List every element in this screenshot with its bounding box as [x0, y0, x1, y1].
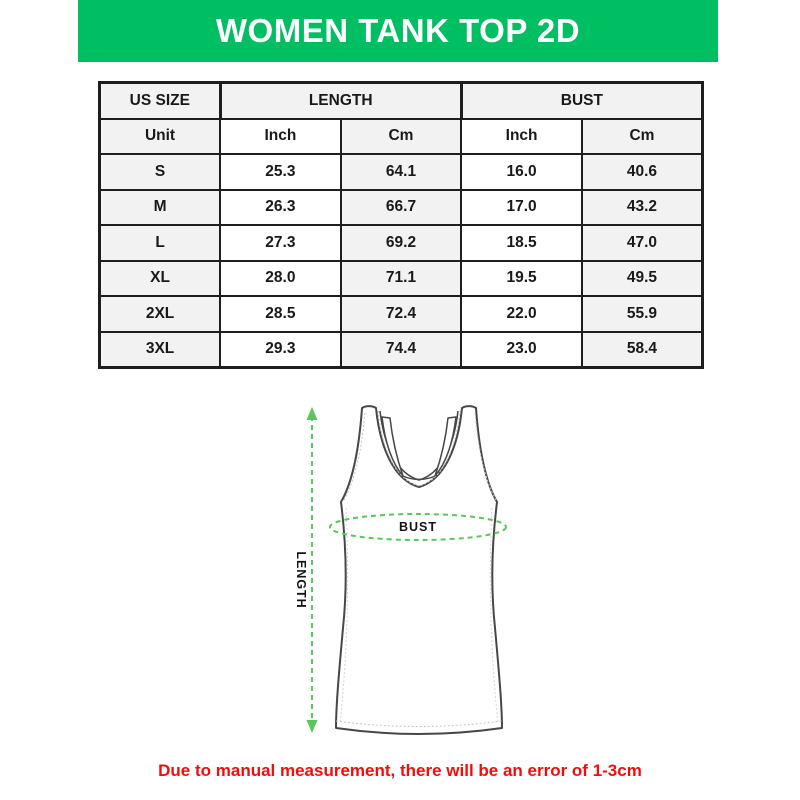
back-panel-edge: [403, 476, 435, 479]
size-cell: S: [100, 154, 221, 190]
table-head: [100, 83, 703, 155]
group-header-cell: BUST: [461, 83, 702, 119]
group-header-cell: LENGTH: [220, 83, 461, 119]
table-row: [100, 296, 703, 332]
length-label: LENGTH: [294, 551, 308, 609]
value-cell: 17.0: [461, 190, 582, 226]
value-cell: 28.0: [220, 261, 341, 297]
bust-label: BUST: [398, 520, 438, 534]
value-cell: 71.1: [341, 261, 462, 297]
size-chart-table: [98, 81, 704, 369]
size-cell: L: [100, 225, 221, 261]
value-cell: 72.4: [341, 296, 462, 332]
table-row: [100, 261, 703, 297]
group-header-cell: US SIZE: [100, 83, 221, 119]
table-body: [100, 154, 703, 368]
unit-header-cell: Inch: [461, 119, 582, 155]
tank-top-diagram: [270, 390, 530, 750]
size-cell: M: [100, 190, 221, 226]
value-cell: 27.3: [220, 225, 341, 261]
table-row: [100, 225, 703, 261]
group-header-row: [100, 83, 703, 119]
value-cell: 18.5: [461, 225, 582, 261]
value-cell: 29.3: [220, 332, 341, 368]
value-cell: 69.2: [341, 225, 462, 261]
unit-header-row: [100, 119, 703, 155]
value-cell: 26.3: [220, 190, 341, 226]
value-cell: 47.0: [582, 225, 703, 261]
value-cell: 22.0: [461, 296, 582, 332]
table-row: [100, 332, 703, 368]
value-cell: 25.3: [220, 154, 341, 190]
value-cell: 40.6: [582, 154, 703, 190]
table-row: [100, 154, 703, 190]
unit-header-cell: Inch: [220, 119, 341, 155]
size-cell: XL: [100, 261, 221, 297]
unit-header-cell: Cm: [582, 119, 703, 155]
value-cell: 58.4: [582, 332, 703, 368]
length-dimension: [294, 407, 318, 733]
tank-body-outline: [336, 406, 502, 734]
unit-header-cell: Cm: [341, 119, 462, 155]
value-cell: 16.0: [461, 154, 582, 190]
value-cell: 55.9: [582, 296, 703, 332]
title-banner: [78, 0, 718, 62]
table-row: [100, 190, 703, 226]
size-cell: 3XL: [100, 332, 221, 368]
measurement-note: Due to manual measurement, there will be an error of 1-3cm: [158, 761, 642, 780]
value-cell: 49.5: [582, 261, 703, 297]
page-title: WOMEN TANK TOP 2D: [215, 12, 581, 49]
value-cell: 28.5: [220, 296, 341, 332]
length-arrow-down-icon: [307, 720, 318, 733]
value-cell: 74.4: [341, 332, 462, 368]
value-cell: 19.5: [461, 261, 582, 297]
tank-top-drawing: [336, 406, 502, 734]
value-cell: 64.1: [341, 154, 462, 190]
length-arrow-up-icon: [307, 407, 318, 420]
value-cell: 43.2: [582, 190, 703, 226]
value-cell: 23.0: [461, 332, 582, 368]
size-cell: 2XL: [100, 296, 221, 332]
value-cell: 66.7: [341, 190, 462, 226]
unit-header-cell: Unit: [100, 119, 221, 155]
